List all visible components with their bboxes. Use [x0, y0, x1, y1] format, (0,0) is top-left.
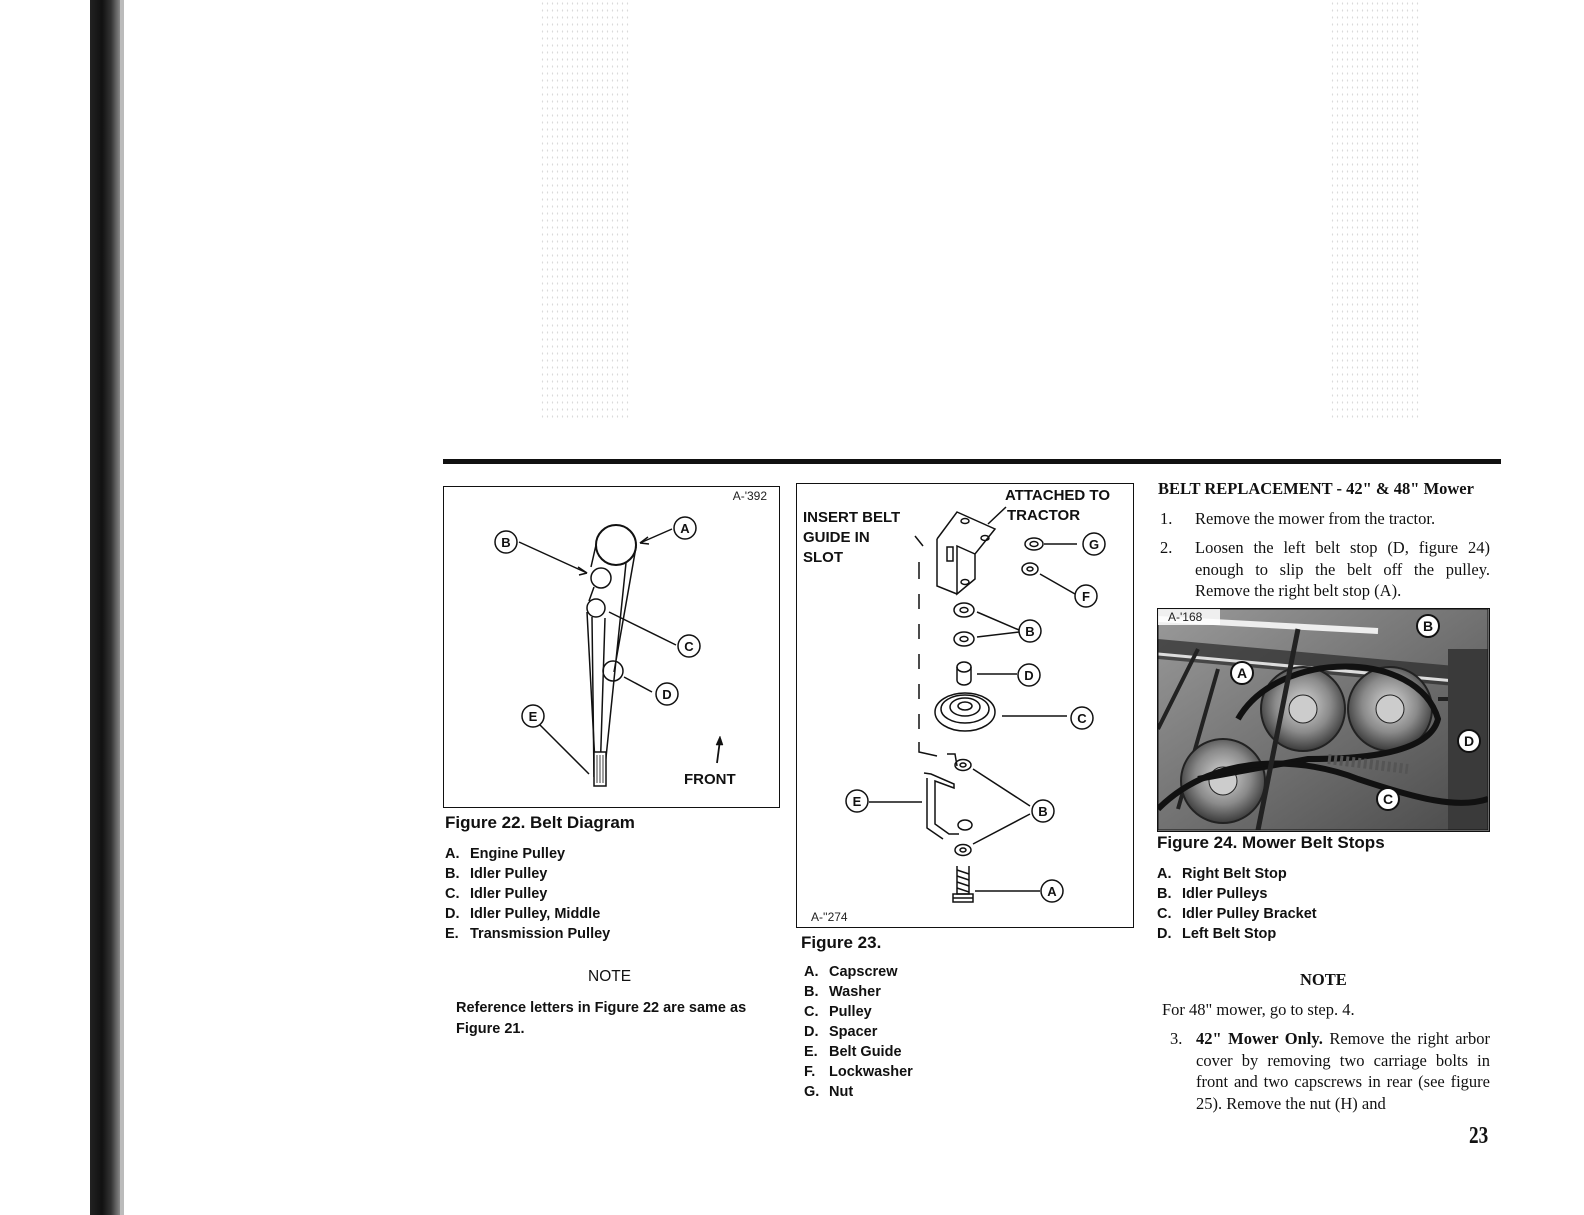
- nut-icon: [1025, 538, 1043, 550]
- figure22-code: A-'392: [732, 489, 767, 503]
- legend-item: B. Idler Pulleys: [1157, 886, 1268, 902]
- svg-text:E: E: [852, 794, 862, 809]
- page-binding-edge: [90, 0, 120, 1215]
- svg-text:B: B: [1025, 624, 1035, 639]
- svg-text:A: A: [1047, 884, 1057, 899]
- svg-text:G: G: [1088, 537, 1100, 552]
- engine-pulley-icon: [596, 525, 636, 565]
- section-rule: [443, 459, 1501, 464]
- callout-e-label: E: [528, 709, 538, 724]
- legend-item: B. Washer: [804, 984, 881, 1000]
- callout-c-label: C: [684, 639, 694, 654]
- washer-icon: [954, 632, 974, 646]
- washer-icon: [955, 845, 971, 856]
- figure22-frame: [443, 486, 780, 808]
- step-1: 1. Remove the mower from the tractor.: [1160, 509, 1436, 528]
- legend-item: G. Nut: [804, 1084, 854, 1100]
- page-number: 23: [1469, 1123, 1489, 1149]
- front-arrow-icon: [716, 736, 723, 763]
- step-2: 2. Loosen the left belt stop (D, figure 24) enough to slip the belt off the pulley. Remove the right belt stop (A).: [1160, 538, 1490, 600]
- legend-item: F. Lockwasher: [804, 1064, 913, 1080]
- lockwasher-icon: [1022, 563, 1038, 575]
- figure23-frame: [796, 483, 1134, 928]
- figure22-note-text: Reference letters in Figure 22 are same as Figure 21.: [456, 1000, 747, 1037]
- belt-replacement-heading: BELT REPLACEMENT - 42" & 48" Mower: [1158, 479, 1474, 498]
- figure22-belt-diagram: [444, 487, 778, 806]
- figure23-legend: [804, 962, 913, 1102]
- legend-item: C. Pulley: [804, 1004, 872, 1020]
- figure24-photo: [1157, 608, 1490, 832]
- legend-item: A. Engine Pulley: [445, 846, 566, 862]
- attached-to-tractor-text: ATTACHED TO TRACTOR: [1005, 487, 1110, 524]
- belt-guide-icon: [924, 773, 959, 834]
- figure22-note-heading: NOTE: [588, 968, 632, 985]
- spacer-icon: [957, 662, 971, 672]
- idler-pulley-icon: [587, 599, 605, 617]
- svg-text:D: D: [1463, 733, 1475, 749]
- idler-pulley-middle-icon: [603, 661, 623, 681]
- mower-deck-photo: [1158, 609, 1488, 830]
- idler-pulley-icon: [591, 568, 611, 588]
- callout-b-label: B: [501, 535, 511, 550]
- washer-icon: [954, 603, 974, 617]
- legend-item: D. Idler Pulley, Middle: [445, 906, 601, 922]
- figure22-legend: [445, 844, 610, 944]
- legend-item: E. Belt Guide: [804, 1044, 902, 1060]
- binding-shadow: [120, 0, 124, 1215]
- legend-item: A. Capscrew: [804, 964, 898, 980]
- step-3-text: Remove the right arbor cover by removing two carriage bolts in front and two capscrews in rear (see figure 25). Remove the nut (H) and: [1196, 1029, 1491, 1113]
- figure24-code: A-'168: [1168, 610, 1203, 624]
- figure23-code: A-''274: [811, 910, 848, 924]
- legend-item: C. Idler Pulley Bracket: [1157, 906, 1317, 922]
- step-3-bold: 42" Mower Only.: [1196, 1029, 1323, 1048]
- front-label: FRONT: [684, 771, 736, 788]
- note2-heading: NOTE: [1300, 970, 1347, 989]
- figure24-legend: [1157, 864, 1317, 944]
- note2-text: For 48" mower, go to step. 4.: [1162, 1000, 1355, 1019]
- legend-item: D. Left Belt Stop: [1157, 926, 1277, 942]
- insert-belt-text: INSERT BELT GUIDE IN SLOT: [803, 509, 901, 566]
- callout-a-label: A: [680, 521, 690, 536]
- legend-item: E. Transmission Pulley: [445, 926, 611, 942]
- figure23-caption: Figure 23.: [801, 933, 882, 952]
- svg-text:C: C: [1077, 711, 1087, 726]
- svg-text:D: D: [1024, 668, 1034, 683]
- svg-text:F: F: [1082, 589, 1090, 604]
- legend-item: B. Idler Pulley: [445, 866, 548, 882]
- callout-d-label: D: [662, 687, 672, 702]
- svg-text:A: A: [1236, 665, 1248, 681]
- figure22-caption: Figure 22. Belt Diagram: [445, 813, 635, 832]
- legend-item: C. Idler Pulley: [445, 886, 548, 902]
- figure23-exploded-view: [797, 484, 1132, 926]
- legend-item: D. Spacer: [804, 1024, 878, 1040]
- svg-text:B: B: [1038, 804, 1048, 819]
- bracket-icon: [937, 512, 995, 594]
- step-3: 3. 42" Mower Only. Remove the right arbor cover by removing two carriage bolts in front and two capscrews in rear (see figure 25). Remove the nut (H) and: [1170, 1029, 1491, 1113]
- svg-text:B: B: [1422, 618, 1434, 634]
- legend-item: A. Right Belt Stop: [1157, 866, 1287, 882]
- figure24-caption: Figure 24. Mower Belt Stops: [1157, 833, 1385, 852]
- scan-speckle: [540, 0, 630, 420]
- svg-text:C: C: [1382, 791, 1394, 807]
- scan-speckle: [1330, 0, 1420, 420]
